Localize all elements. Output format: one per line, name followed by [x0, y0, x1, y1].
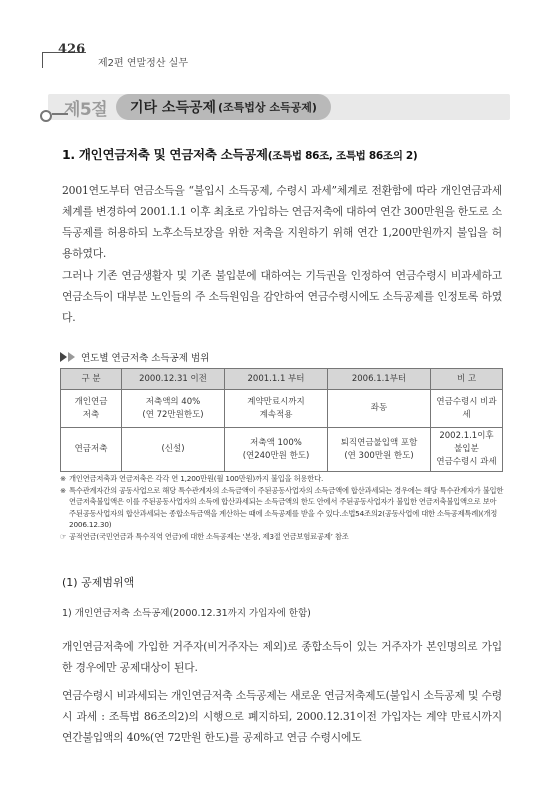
table-cell: (신설): [122, 428, 225, 472]
chapter-circle-icon: [40, 110, 52, 122]
table-header-cell: 비 고: [431, 369, 503, 390]
table-header-cell: 2006.1.1부터: [328, 369, 431, 390]
section-heading-title: 1. 개인연금저축 및 연금저축 소득공제: [62, 147, 268, 162]
chapter-title-pill: [116, 94, 331, 120]
paragraph-intro: 2001연도부터 연금소득을 “불입시 소득공제, 수령시 과세”체계로 전환함에 따라 개인연금과세체계를 변경하여 2001.1.1 이후 최초로 가입하는 연금저축에 대하여 연간 300만원을 한도로 소득공제를 허용하되 노후소득보장을 위한 저축을 지원하기 위해 연간 1,200만원까지 불입을 허용하였다.: [62, 184, 502, 260]
note-item: [60, 485, 505, 531]
chapter-subtitle: (조특법상 소득공제): [218, 101, 317, 114]
table-cell: 연금저축: [61, 428, 122, 472]
note-text: 특수관계자간의 공동사업으로 해당 특수관계자의 소득금액이 주된공동사업자의 소득금액에 합산과세되는 경우에는 해당 특수관계자가 불입한 연금저축불입액은 이를 주된공동사업자의 소득에 합산과세되는 소득금액의 한도 안에서 주된공동사업자가 불입한 연금저축불입액으로 보아 주된공동사업자의 합산과세되는 종합소득금액을 계산하는 때에 소득공제를 받을 수 있다.소법54조의2(공동사업에 대한 소득공제특례)(개정 2006.12.30): [69, 485, 504, 529]
table-row: [61, 428, 503, 472]
paragraph-eligibility: 개인연금저축에 가입한 거주자(비거주자는 제외)로 종합소득이 있는 거주자가 본인명의로 가입한 경우에만 공제대상이 된다.: [62, 640, 502, 674]
table-cell: 계약만료시까지 계속적용: [225, 390, 328, 428]
table-cell: 퇴직연금불입액 포함 (연 300만원 한도): [328, 428, 431, 472]
table-cell: 저축액 100% (연240만원 한도): [225, 428, 328, 472]
paragraph-existing-savers: 그러나 기존 연금생활자 및 기존 불입분에 대하여는 기득권을 인정하여 연금수령시 비과세하고 연금소득이 대부분 노인들의 주 소득원임을 감안하여 연금수령시에도 소득공제를 인정토록 하였다.: [62, 269, 502, 324]
section-heading-reference: (조특법 86조, 조특법 86조의 2): [267, 150, 418, 162]
reference-pointer-icon: ☞: [60, 531, 67, 541]
header-rule-vertical: [42, 52, 43, 68]
table-title: [60, 350, 209, 364]
note-item: [60, 531, 505, 543]
note-mark: ※: [60, 474, 66, 483]
table-cell: 좌동: [328, 390, 431, 428]
note-mark: ※: [60, 485, 66, 495]
table-cell: 연금수령시 비과세: [431, 390, 503, 428]
note-text: 개인연금저축과 연금저축은 각각 연 1,200만원(월 100만원)까지 불입을 허용한다.: [69, 474, 324, 483]
triangle-bullet-icon: [68, 352, 75, 362]
triangle-bullet-icon: [60, 352, 67, 362]
running-header-section: 제2편 연말정산 실무: [98, 58, 188, 69]
page-header: [40, 40, 520, 70]
subsubsection-heading: 1) 개인연금저축 소득공제(2000.12.31까지 가입자에 한함): [62, 608, 311, 619]
chapter-banner: [40, 92, 510, 122]
table-cell: 개인연금 저축: [61, 390, 122, 428]
note-text: 공적연금(국민연금과 특수직역 연금)에 대한 소득공제는 ‘본장, 제3절 연금보험료공제’ 참조: [69, 531, 349, 541]
subsection-heading: (1) 공제범위액: [62, 576, 135, 589]
table-cell: 저축액의 40% (연 72만원한도): [122, 390, 225, 428]
chapter-title: 기타 소득공제: [130, 100, 217, 116]
table-notes: [60, 473, 505, 542]
table-header-row: [61, 369, 503, 390]
chapter-tag: 제5절: [64, 100, 108, 120]
paragraph-abolition: 연금수령시 비과세되는 개인연금저축 소득공제는 새로운 연금저축제도(불입시 소득공제 및 수령시 과세 : 조특법 86조의2)의 시행으로 폐지하되, 2000.12.31이전 가입자는 계약 만료시까지 연간불입액의 40%(연 72만원 한도)를 공제하고 연금 수령시에도: [62, 689, 502, 744]
table-header-cell: 2001.1.1 부터: [225, 369, 328, 390]
note-item: [60, 473, 505, 485]
section-heading: [62, 145, 417, 163]
table-header-cell: 2000.12.31 이전: [122, 369, 225, 390]
table-title-text: 연도별 연금저축 소득공제 범위: [81, 353, 210, 364]
deduction-range-table: [60, 368, 503, 472]
table-cell: 2002.1.1이후 불입분 연금수령시 과세: [431, 428, 503, 472]
table-header-cell: 구 분: [61, 369, 122, 390]
table-row: [61, 390, 503, 428]
page-number: 426: [58, 42, 86, 57]
